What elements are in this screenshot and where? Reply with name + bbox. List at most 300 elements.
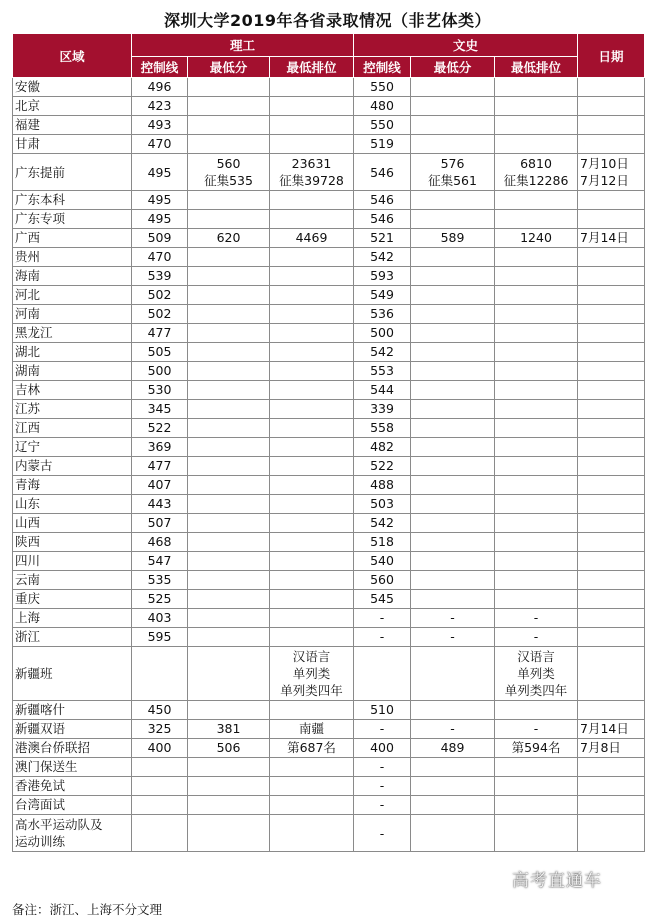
- art-min-rank-cell: 1240: [495, 229, 578, 248]
- sci-min-score-cell: [188, 248, 270, 267]
- sci-min-rank-cell: 汉语言 单列类 单列类四年: [270, 647, 354, 701]
- sci-control-cell: 530: [132, 381, 188, 400]
- region-cell: 新疆喀什: [13, 701, 132, 720]
- art-min-score-cell: [411, 552, 495, 571]
- art-min-rank-cell: -: [495, 720, 578, 739]
- sci-control-cell: 509: [132, 229, 188, 248]
- art-control-cell: 544: [354, 381, 411, 400]
- region-cell: 上海: [13, 609, 132, 628]
- region-cell: 江苏: [13, 400, 132, 419]
- table-row: [13, 552, 645, 571]
- art-control-cell: 553: [354, 362, 411, 381]
- sci-min-score-cell: [188, 97, 270, 116]
- sci-min-rank-cell: [270, 777, 354, 796]
- table-row: [13, 97, 645, 116]
- art-control-cell: 549: [354, 286, 411, 305]
- art-control-cell: 546: [354, 191, 411, 210]
- art-control-cell: 536: [354, 305, 411, 324]
- sci-min-rank-cell: [270, 343, 354, 362]
- region-cell: 广东提前: [13, 154, 132, 191]
- art-control-cell: 480: [354, 97, 411, 116]
- region-cell: 贵州: [13, 248, 132, 267]
- art-min-score-cell: 489: [411, 739, 495, 758]
- art-min-rank-cell: [495, 701, 578, 720]
- date-cell: [578, 701, 645, 720]
- art-control-cell: 550: [354, 78, 411, 97]
- sci-min-score-cell: [188, 514, 270, 533]
- art-min-rank-cell: [495, 777, 578, 796]
- sci-min-score-cell: [188, 647, 270, 701]
- date-cell: [578, 419, 645, 438]
- date-cell: [578, 400, 645, 419]
- region-cell: 安徽: [13, 78, 132, 97]
- art-min-rank-cell: [495, 78, 578, 97]
- table-row: [13, 267, 645, 286]
- table-row: [13, 815, 645, 852]
- sci-min-score-cell: [188, 796, 270, 815]
- art-control-cell: -: [354, 758, 411, 777]
- sci-min-score-cell: [188, 400, 270, 419]
- sci-min-score-cell: [188, 305, 270, 324]
- sci-control-cell: 443: [132, 495, 188, 514]
- art-min-rank-cell: -: [495, 609, 578, 628]
- sci-min-score-cell: [188, 758, 270, 777]
- art-min-rank-cell: [495, 533, 578, 552]
- date-cell: [578, 267, 645, 286]
- art-min-score-cell: [411, 324, 495, 343]
- art-control-cell: 400: [354, 739, 411, 758]
- art-min-rank-cell: [495, 438, 578, 457]
- sci-control-cell: [132, 796, 188, 815]
- date-cell: [578, 647, 645, 701]
- art-min-rank-cell: [495, 514, 578, 533]
- art-min-rank-cell: [495, 324, 578, 343]
- sci-min-score-cell: [188, 628, 270, 647]
- art-min-score-cell: [411, 777, 495, 796]
- sci-min-score-cell: [188, 191, 270, 210]
- art-min-score-cell: [411, 78, 495, 97]
- sci-min-score-cell: [188, 457, 270, 476]
- sci-min-rank-cell: [270, 514, 354, 533]
- sci-min-rank-cell: [270, 210, 354, 229]
- region-cell: 陕西: [13, 533, 132, 552]
- sci-min-rank-cell: [270, 324, 354, 343]
- art-min-score-cell: 576 征集561: [411, 154, 495, 191]
- art-min-rank-cell: 6810 征集12286: [495, 154, 578, 191]
- sci-min-rank-cell: [270, 758, 354, 777]
- sci-min-rank-cell: [270, 628, 354, 647]
- watermark: 高考直通车: [512, 871, 602, 891]
- table-row: [13, 720, 645, 739]
- sci-min-rank-cell: [270, 609, 354, 628]
- date-cell: 7月14日: [578, 229, 645, 248]
- art-min-rank-cell: [495, 248, 578, 267]
- date-cell: [578, 476, 645, 495]
- table-row: [13, 381, 645, 400]
- sci-min-score-cell: [188, 476, 270, 495]
- header-region: 区域: [13, 34, 132, 78]
- art-min-score-cell: [411, 116, 495, 135]
- region-cell: 四川: [13, 552, 132, 571]
- sci-min-score-cell: [188, 533, 270, 552]
- sci-min-rank-cell: 23631 征集39728: [270, 154, 354, 191]
- table-row: [13, 457, 645, 476]
- table-row: [13, 647, 645, 701]
- table-row: [13, 400, 645, 419]
- sci-min-rank-cell: [270, 248, 354, 267]
- table-row: [13, 701, 645, 720]
- table-row: [13, 248, 645, 267]
- sci-control-cell: 470: [132, 248, 188, 267]
- region-cell: 广西: [13, 229, 132, 248]
- sci-min-rank-cell: [270, 116, 354, 135]
- art-control-cell: 519: [354, 135, 411, 154]
- date-cell: [578, 457, 645, 476]
- date-cell: [578, 609, 645, 628]
- art-min-rank-cell: [495, 815, 578, 852]
- sci-min-rank-cell: [270, 701, 354, 720]
- header-date: 日期: [578, 34, 645, 78]
- region-cell: 山西: [13, 514, 132, 533]
- table-row: [13, 533, 645, 552]
- sci-control-cell: 539: [132, 267, 188, 286]
- sci-control-cell: 400: [132, 739, 188, 758]
- region-cell: 澳门保送生: [13, 758, 132, 777]
- sci-control-cell: 495: [132, 210, 188, 229]
- region-cell: 重庆: [13, 590, 132, 609]
- sci-control-cell: [132, 815, 188, 852]
- art-control-cell: 521: [354, 229, 411, 248]
- sci-control-cell: 423: [132, 97, 188, 116]
- table-row: [13, 78, 645, 97]
- art-min-score-cell: [411, 815, 495, 852]
- art-control-cell: 558: [354, 419, 411, 438]
- region-cell: 甘肃: [13, 135, 132, 154]
- art-control-cell: -: [354, 815, 411, 852]
- art-min-score-cell: [411, 267, 495, 286]
- art-control-cell: 522: [354, 457, 411, 476]
- table-row: [13, 571, 645, 590]
- region-cell: 福建: [13, 116, 132, 135]
- art-min-score-cell: [411, 305, 495, 324]
- date-cell: [578, 815, 645, 852]
- art-min-score-cell: [411, 571, 495, 590]
- date-cell: [578, 248, 645, 267]
- table-row: [13, 628, 645, 647]
- art-min-score-cell: -: [411, 720, 495, 739]
- admission-table: [12, 33, 645, 852]
- region-cell: 湖南: [13, 362, 132, 381]
- art-min-rank-cell: [495, 758, 578, 777]
- art-control-cell: 542: [354, 248, 411, 267]
- art-min-score-cell: [411, 590, 495, 609]
- region-cell: 广东专项: [13, 210, 132, 229]
- art-min-rank-cell: 汉语言 单列类 单列类四年: [495, 647, 578, 701]
- art-control-cell: 518: [354, 533, 411, 552]
- art-min-score-cell: [411, 438, 495, 457]
- sci-min-rank-cell: [270, 419, 354, 438]
- art-min-score-cell: [411, 796, 495, 815]
- sci-min-score-cell: [188, 343, 270, 362]
- art-min-rank-cell: [495, 400, 578, 419]
- region-cell: 湖北: [13, 343, 132, 362]
- footnote: 备注：浙江、上海不分文理: [12, 902, 163, 917]
- sci-min-score-cell: [188, 116, 270, 135]
- sci-min-score-cell: [188, 419, 270, 438]
- date-cell: [578, 514, 645, 533]
- table-row: [13, 116, 645, 135]
- sci-min-score-cell: [188, 609, 270, 628]
- sci-min-score-cell: 381: [188, 720, 270, 739]
- art-min-score-cell: [411, 647, 495, 701]
- header-science: 理工: [132, 34, 354, 57]
- date-cell: [578, 777, 645, 796]
- art-min-score-cell: [411, 476, 495, 495]
- region-cell: 江西: [13, 419, 132, 438]
- art-min-score-cell: [411, 419, 495, 438]
- sci-control-cell: 502: [132, 286, 188, 305]
- table-row: [13, 495, 645, 514]
- sci-min-score-cell: [188, 210, 270, 229]
- sci-min-score-cell: [188, 590, 270, 609]
- art-min-score-cell: [411, 495, 495, 514]
- sci-control-cell: 507: [132, 514, 188, 533]
- date-cell: [578, 116, 645, 135]
- sci-min-score-cell: 620: [188, 229, 270, 248]
- date-cell: [578, 362, 645, 381]
- sci-control-cell: 345: [132, 400, 188, 419]
- art-min-score-cell: [411, 210, 495, 229]
- art-min-rank-cell: [495, 267, 578, 286]
- sci-min-rank-cell: 4469: [270, 229, 354, 248]
- art-min-rank-cell: [495, 590, 578, 609]
- region-cell: 港澳台侨联招: [13, 739, 132, 758]
- sci-control-cell: 477: [132, 324, 188, 343]
- date-cell: [578, 343, 645, 362]
- table-row: [13, 154, 645, 191]
- date-cell: [578, 533, 645, 552]
- art-control-cell: 542: [354, 514, 411, 533]
- date-cell: [578, 286, 645, 305]
- sci-control-cell: [132, 647, 188, 701]
- date-cell: [578, 571, 645, 590]
- date-cell: 7月14日: [578, 720, 645, 739]
- sci-min-rank-cell: [270, 78, 354, 97]
- sci-min-rank-cell: [270, 476, 354, 495]
- art-min-score-cell: -: [411, 609, 495, 628]
- art-min-score-cell: [411, 457, 495, 476]
- sci-min-rank-cell: 南疆: [270, 720, 354, 739]
- table-row: [13, 210, 645, 229]
- sci-min-rank-cell: [270, 815, 354, 852]
- region-cell: 黑龙江: [13, 324, 132, 343]
- header-art-control: 控制线: [354, 57, 411, 78]
- sci-control-cell: 369: [132, 438, 188, 457]
- art-control-cell: 339: [354, 400, 411, 419]
- sci-min-score-cell: [188, 701, 270, 720]
- sci-control-cell: 495: [132, 191, 188, 210]
- table-row: [13, 609, 645, 628]
- sci-min-rank-cell: [270, 305, 354, 324]
- sci-min-rank-cell: [270, 400, 354, 419]
- date-cell: [578, 210, 645, 229]
- table-row: [13, 191, 645, 210]
- art-min-rank-cell: [495, 419, 578, 438]
- date-cell: [578, 324, 645, 343]
- sci-min-rank-cell: [270, 438, 354, 457]
- sci-min-score-cell: [188, 571, 270, 590]
- date-cell: [578, 758, 645, 777]
- art-min-score-cell: [411, 135, 495, 154]
- sci-min-rank-cell: [270, 552, 354, 571]
- table-row: [13, 343, 645, 362]
- sci-min-rank-cell: [270, 362, 354, 381]
- art-control-cell: 560: [354, 571, 411, 590]
- sci-min-score-cell: [188, 78, 270, 97]
- date-cell: [578, 191, 645, 210]
- sci-min-rank-cell: [270, 135, 354, 154]
- art-control-cell: 546: [354, 154, 411, 191]
- art-min-rank-cell: 第594名: [495, 739, 578, 758]
- table-row: [13, 324, 645, 343]
- date-cell: [578, 590, 645, 609]
- region-cell: 新疆班: [13, 647, 132, 701]
- region-cell: 海南: [13, 267, 132, 286]
- sci-control-cell: 525: [132, 590, 188, 609]
- region-cell: 河北: [13, 286, 132, 305]
- sci-min-rank-cell: 第687名: [270, 739, 354, 758]
- sci-control-cell: 403: [132, 609, 188, 628]
- art-control-cell: 540: [354, 552, 411, 571]
- region-cell: 河南: [13, 305, 132, 324]
- sci-min-score-cell: [188, 381, 270, 400]
- art-min-score-cell: [411, 381, 495, 400]
- art-control-cell: -: [354, 796, 411, 815]
- table-row: [13, 796, 645, 815]
- sci-control-cell: 522: [132, 419, 188, 438]
- art-min-score-cell: [411, 533, 495, 552]
- sci-min-rank-cell: [270, 796, 354, 815]
- sci-min-rank-cell: [270, 191, 354, 210]
- table-row: [13, 362, 645, 381]
- sci-min-score-cell: [188, 552, 270, 571]
- table-row: [13, 739, 645, 758]
- art-control-cell: 482: [354, 438, 411, 457]
- page-title: 深圳大学2019年各省录取情况（非艺体类）: [163, 11, 492, 30]
- header-art-min-rank: 最低排位: [495, 57, 578, 78]
- sci-control-cell: [132, 758, 188, 777]
- sci-min-score-cell: [188, 495, 270, 514]
- header-sci-min-score: 最低分: [188, 57, 270, 78]
- art-min-rank-cell: -: [495, 628, 578, 647]
- art-min-rank-cell: [495, 305, 578, 324]
- art-min-score-cell: [411, 343, 495, 362]
- sci-control-cell: 468: [132, 533, 188, 552]
- sci-min-score-cell: [188, 815, 270, 852]
- art-control-cell: 500: [354, 324, 411, 343]
- art-min-score-cell: [411, 758, 495, 777]
- art-min-rank-cell: [495, 476, 578, 495]
- art-min-score-cell: [411, 248, 495, 267]
- sci-min-score-cell: [188, 777, 270, 796]
- sci-min-score-cell: [188, 362, 270, 381]
- art-control-cell: -: [354, 628, 411, 647]
- sci-control-cell: [132, 777, 188, 796]
- art-min-score-cell: [411, 286, 495, 305]
- date-cell: [578, 78, 645, 97]
- art-min-score-cell: [411, 400, 495, 419]
- date-cell: 7月10日 7月12日: [578, 154, 645, 191]
- date-cell: [578, 305, 645, 324]
- sci-control-cell: 502: [132, 305, 188, 324]
- sci-min-rank-cell: [270, 571, 354, 590]
- art-control-cell: -: [354, 720, 411, 739]
- table-row: [13, 777, 645, 796]
- sci-min-score-cell: [188, 135, 270, 154]
- sci-min-rank-cell: [270, 267, 354, 286]
- table-row: [13, 229, 645, 248]
- sci-control-cell: 547: [132, 552, 188, 571]
- header-arts: 文史: [354, 34, 578, 57]
- sci-min-score-cell: [188, 267, 270, 286]
- sci-min-rank-cell: [270, 495, 354, 514]
- date-cell: [578, 796, 645, 815]
- region-cell: 吉林: [13, 381, 132, 400]
- art-min-rank-cell: [495, 191, 578, 210]
- art-min-score-cell: [411, 701, 495, 720]
- sci-min-score-cell: [188, 438, 270, 457]
- date-cell: [578, 495, 645, 514]
- art-min-rank-cell: [495, 571, 578, 590]
- date-cell: [578, 97, 645, 116]
- sci-control-cell: 496: [132, 78, 188, 97]
- table-body: [13, 78, 645, 852]
- table-row: [13, 305, 645, 324]
- art-min-score-cell: -: [411, 628, 495, 647]
- sci-control-cell: 595: [132, 628, 188, 647]
- art-min-rank-cell: [495, 135, 578, 154]
- region-cell: 台湾面试: [13, 796, 132, 815]
- art-control-cell: 593: [354, 267, 411, 286]
- art-control-cell: 510: [354, 701, 411, 720]
- art-min-rank-cell: [495, 552, 578, 571]
- art-control-cell: 545: [354, 590, 411, 609]
- sci-min-rank-cell: [270, 97, 354, 116]
- art-min-rank-cell: [495, 362, 578, 381]
- art-min-score-cell: 589: [411, 229, 495, 248]
- region-cell: 内蒙古: [13, 457, 132, 476]
- region-cell: 北京: [13, 97, 132, 116]
- sci-min-rank-cell: [270, 590, 354, 609]
- sci-min-rank-cell: [270, 457, 354, 476]
- sci-control-cell: 470: [132, 135, 188, 154]
- sci-control-cell: 477: [132, 457, 188, 476]
- region-cell: 辽宁: [13, 438, 132, 457]
- art-control-cell: 542: [354, 343, 411, 362]
- header-sci-control: 控制线: [132, 57, 188, 78]
- region-cell: 山东: [13, 495, 132, 514]
- region-cell: 浙江: [13, 628, 132, 647]
- sci-control-cell: 500: [132, 362, 188, 381]
- art-control-cell: 488: [354, 476, 411, 495]
- table-row: [13, 438, 645, 457]
- art-control-cell: 546: [354, 210, 411, 229]
- art-control-cell: [354, 647, 411, 701]
- table-row: [13, 419, 645, 438]
- sci-min-rank-cell: [270, 381, 354, 400]
- sci-control-cell: 535: [132, 571, 188, 590]
- sci-control-cell: 495: [132, 154, 188, 191]
